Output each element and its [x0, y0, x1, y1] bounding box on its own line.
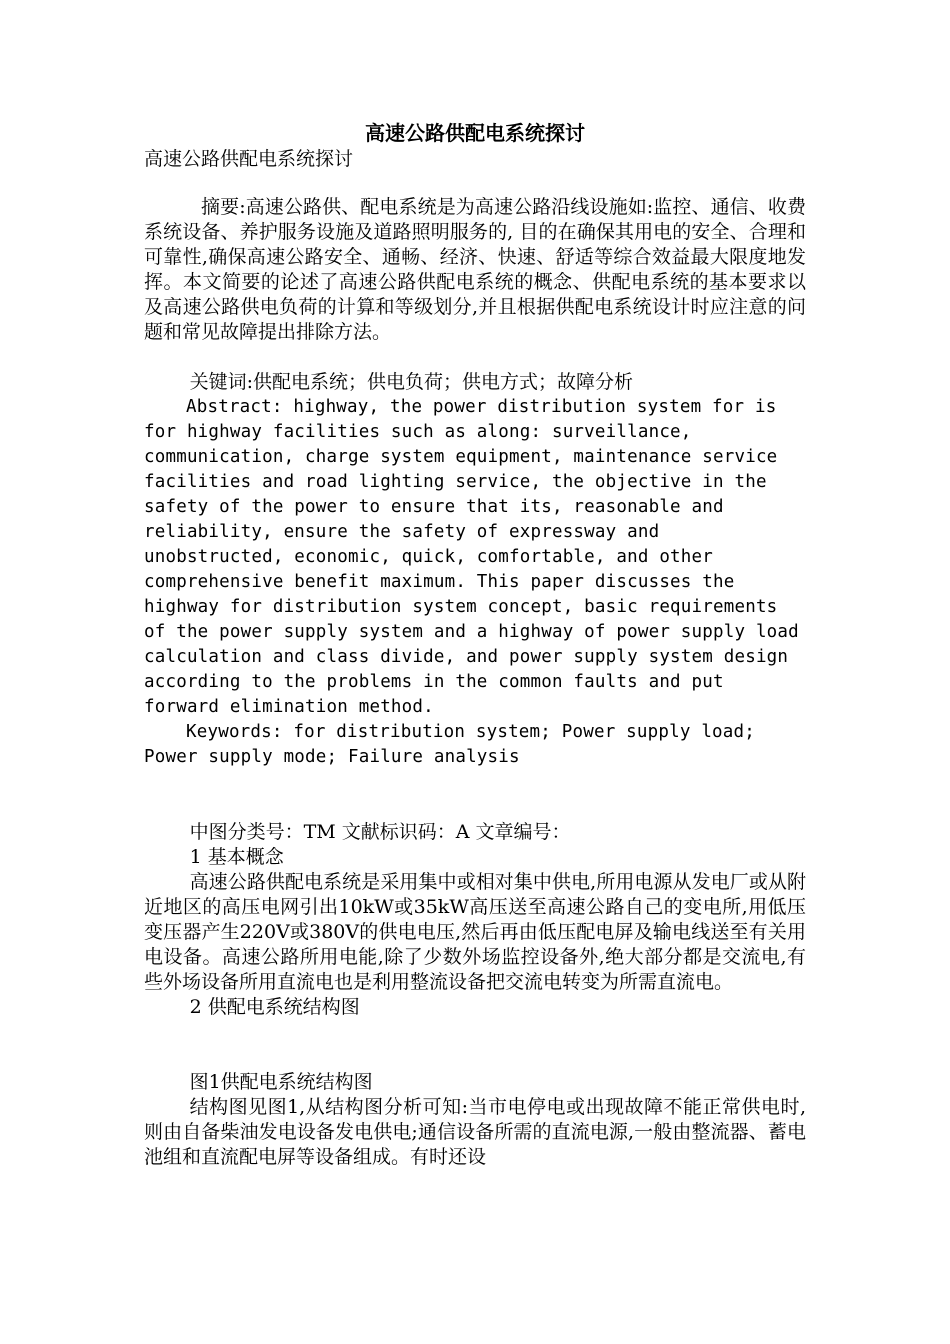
section-2-heading: 2 供配电系统结构图 — [189, 996, 360, 1018]
keywords-english: Keywords: for distribution system; Power supply load; Power supply mode; Failure analysis — [144, 722, 756, 767]
abstract-english: Abstract: highway, the power distribution system for is for highway facilities such as along: surveillance, communication, charge system equipment, maintenance service facilities and road lighting service, the objective in the safety of the power to ensure that its, reasonable and reliability, ensure the safety of expressway and unobstructed, economic, quick, comfortable, and other comprehensive benefit maximum. This paper discusses the highway for distribution system concept, basic requirements of the power supply system and a highway of power supply load calculation and class divide, and power supply system design according to the problems in the common faults and put forward elimination method. — [144, 397, 799, 717]
abstract-chinese: 摘要:高速公路供、配电系统是为高速公路沿线设施如:监控、通信、收费系统设备、养护服务设施及道路照明服务的, 目的在确保其用电的安全、合理和可靠性,确保高速公路安全、通畅、经济、快速、舒适等综合效益最大限度地发挥。本文简要的论述了高速公路供配电系统的概念、供配电系统的基本要求以及高速公路供电负荷的计算和等级划分,并且根据供配电系统设计时应注意的问题和常见故障提出排除方法。 — [144, 196, 806, 343]
classification-line: 中图分类号：TM 文献标识码：A 文章编号： — [189, 821, 571, 843]
document-subtitle: 高速公路供配电系统探讨 — [144, 148, 354, 170]
keywords-chinese: 关键词:供配电系统；供电负荷；供电方式；故障分析 — [189, 371, 633, 393]
section-2-body: 结构图见图1,从结构图分析可知:当市电停电或出现故障不能正常供电时,则由自备柴油发电设备发电供电;通信设备所需的直流电源,一般由整流器、蓄电池组和直流配电屏等设备组成。有时还设 — [144, 1096, 806, 1168]
figure-caption: 图1供配电系统结构图 — [189, 1071, 373, 1093]
document-page — [144, 120, 806, 1170]
document-title: 高速公路供配电系统探讨 — [365, 121, 585, 145]
section-1-heading: 1 基本概念 — [189, 846, 284, 868]
section-1-body: 高速公路供配电系统是采用集中或相对集中供电,所用电源从发电厂或从附近地区的高压电网引出10kW或35kW高压送至高速公路自己的变电所,用低压变压器产生220V或380V的供电电压,然后再由低压配电屏及输电线送至有关用电设备。高速公路所用电能,除了少数外场监控设备外,绝大部分都是交流电,有些外场设备所用直流电也是利用整流设备把交流电转变为所需直流电。 — [144, 871, 806, 993]
